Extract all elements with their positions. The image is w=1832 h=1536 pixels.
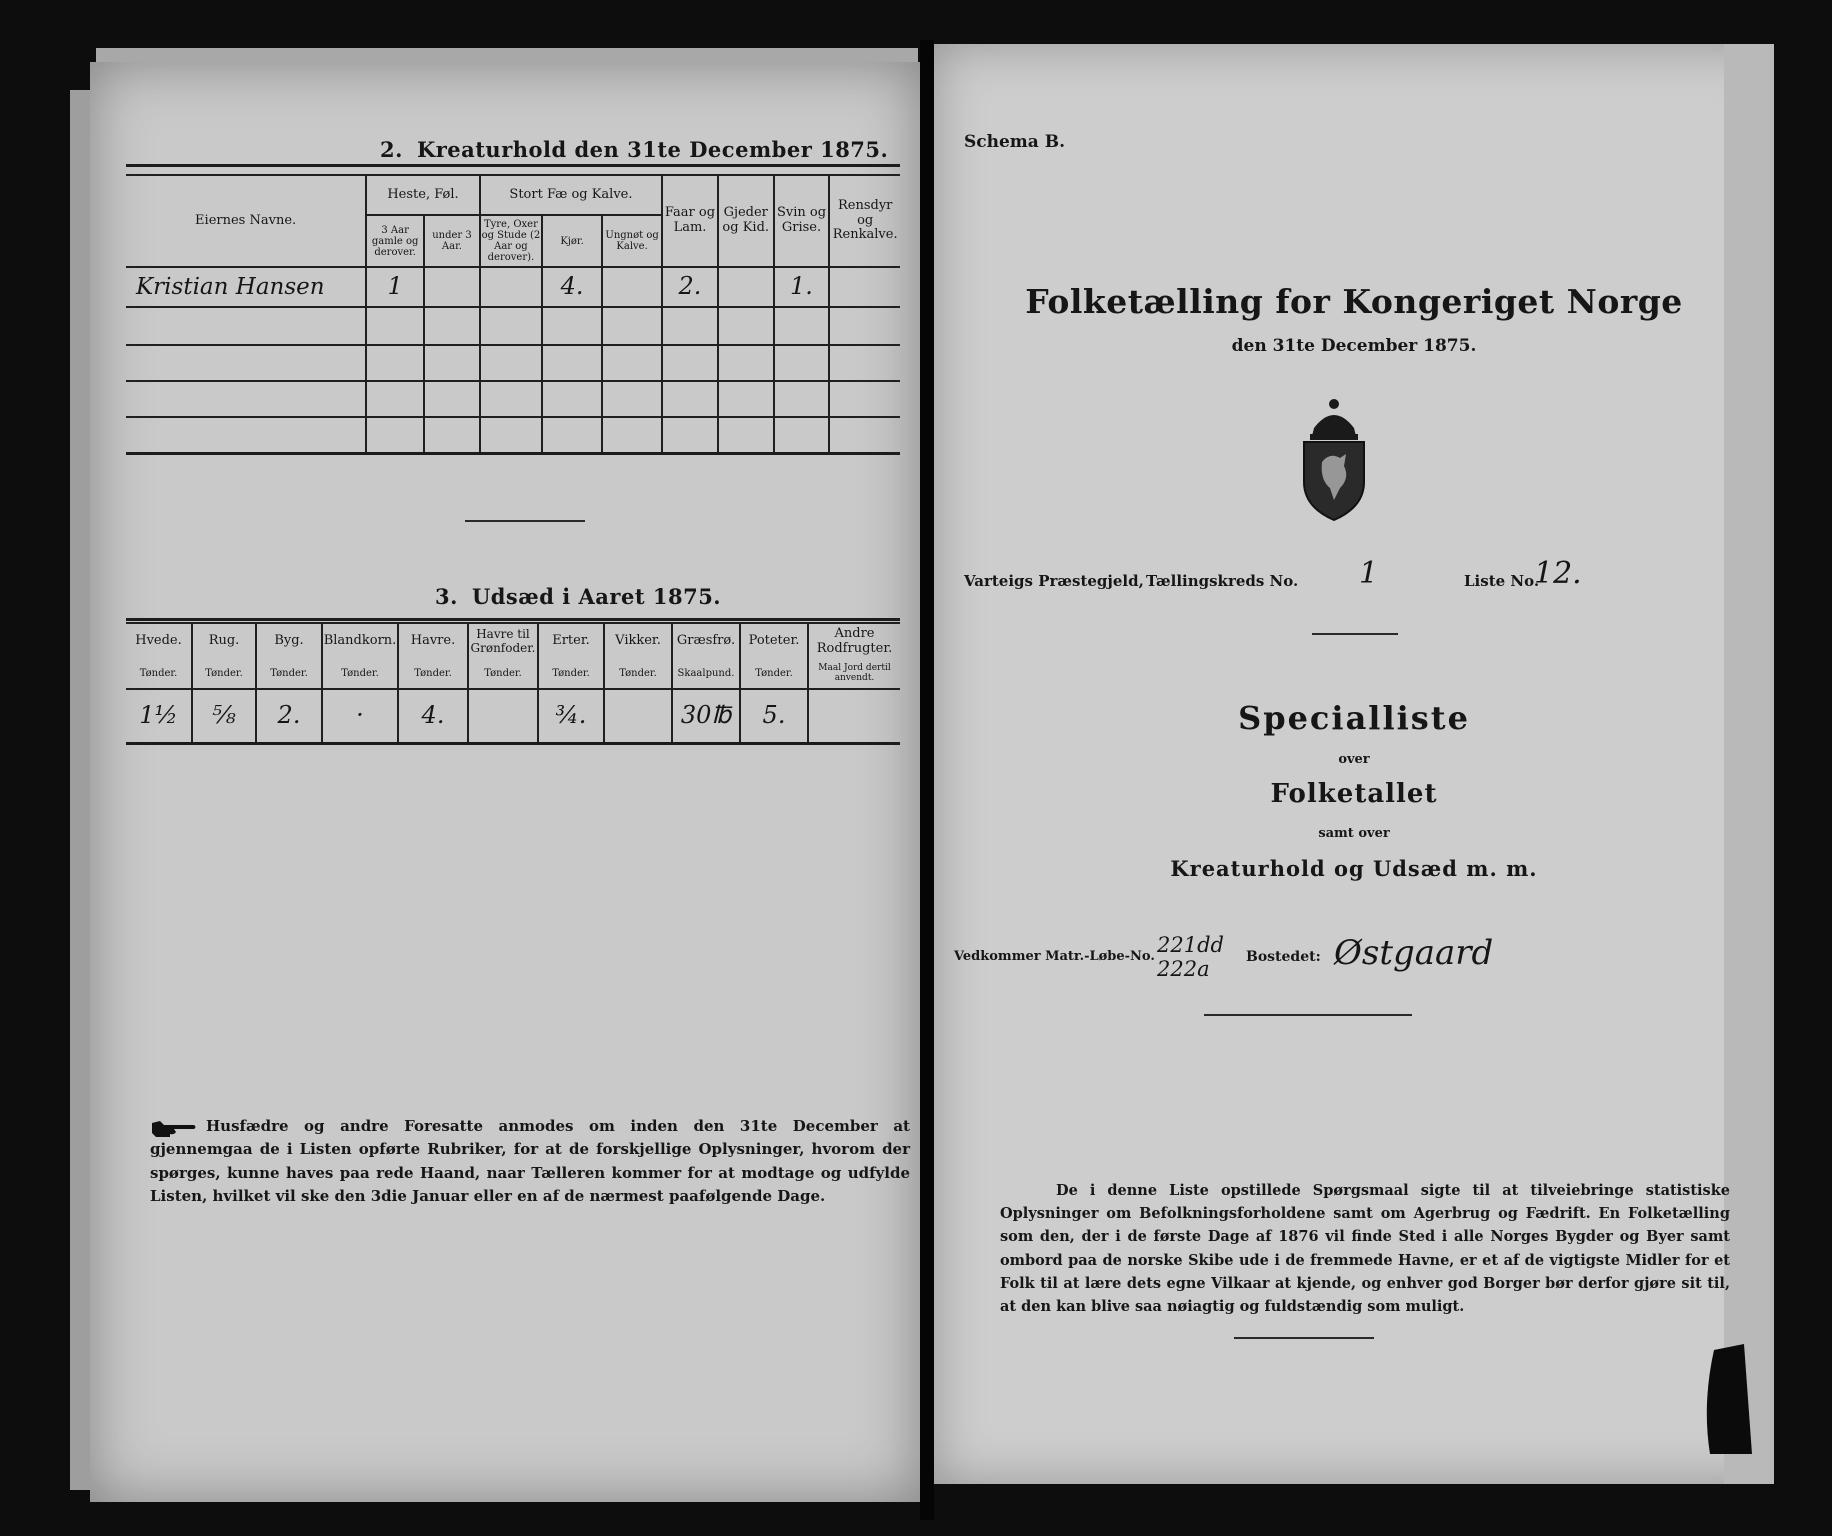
- faar-cell: [662, 381, 718, 417]
- ungnot-cell: [602, 381, 662, 417]
- signature-rule: [1204, 1014, 1412, 1016]
- svin-cell: [774, 381, 830, 417]
- graesfro-value: 30℔: [672, 689, 740, 743]
- heste-young-header: under 3 Aar.: [424, 215, 480, 267]
- section-3-number: 3.: [435, 584, 458, 609]
- heste-young-cell: [424, 381, 480, 417]
- owner-cell: [126, 381, 366, 417]
- gjeder-cell: [718, 307, 774, 345]
- tyre-cell: [480, 417, 542, 453]
- matr-label: Vedkommer Matr.-Løbe-No.: [954, 949, 1155, 964]
- faar-cell: [662, 345, 718, 381]
- heste-old-cell: [366, 307, 424, 345]
- svin-cell: [774, 307, 830, 345]
- table-row: [126, 345, 900, 381]
- andre-rodfrugter-header: Andre Rodfrugter.: [808, 623, 900, 659]
- gjeder-cell: [718, 345, 774, 381]
- liste-value: 12.: [1534, 556, 1582, 591]
- page-corner-tab: [1674, 1344, 1754, 1454]
- tellingskreds-value: 1: [1359, 556, 1379, 591]
- bostedet-label: Bostedet:: [1246, 949, 1321, 965]
- tyre-cell: [480, 381, 542, 417]
- heste-young-cell: [424, 267, 480, 307]
- kjor-cell: [542, 381, 602, 417]
- heste-old-cell: [366, 345, 424, 381]
- heste-group-header: Heste, Føl.: [366, 175, 480, 215]
- schema-label: Schema B.: [964, 132, 1066, 152]
- kreaturhold-heading: Kreaturhold og Udsæd m. m.: [1170, 856, 1538, 881]
- gjeder-cell: [718, 417, 774, 453]
- rensdyr-cell: [829, 267, 900, 307]
- blandkorn-unit: Tønder.: [322, 659, 398, 689]
- heste-young-cell: [424, 417, 480, 453]
- erter-value: ¾.: [538, 689, 604, 743]
- rensdyr-cell: [829, 417, 900, 453]
- heste-old-cell: [366, 381, 424, 417]
- ungnot-cell: [602, 307, 662, 345]
- havre-gronfoder-header: Havre til Grønfoder.: [468, 623, 538, 659]
- owner-cell: Kristian Hansen: [126, 267, 366, 307]
- liste-label: Liste No.: [1464, 572, 1540, 590]
- kjor-header: Kjør.: [542, 215, 602, 267]
- byg-unit: Tønder.: [256, 659, 322, 689]
- section-3-heading: Udsæd i Aaret 1875.: [471, 584, 722, 609]
- left-page: [90, 62, 920, 1502]
- kjor-cell: [542, 345, 602, 381]
- andre-rodfrugter-value: [808, 689, 900, 743]
- right-page: [934, 44, 1774, 1484]
- prestegjeld-label: Varteigs Præstegjeld,: [964, 572, 1144, 590]
- rug-unit: Tønder.: [192, 659, 256, 689]
- poteter-header: Poteter.: [740, 623, 808, 659]
- hvede-unit: Tønder.: [126, 659, 192, 689]
- havre-gronfoder-value: [468, 689, 538, 743]
- purpose-footnote: [1000, 1179, 1730, 1318]
- rensdyr-cell: [829, 345, 900, 381]
- heste-young-cell: [424, 307, 480, 345]
- matr-value-1: 221dd: [1157, 933, 1224, 957]
- bostedet-value: Østgaard: [1334, 933, 1494, 973]
- section-2-title: [380, 137, 888, 162]
- heste-old-header: 3 Aar gamle og derover.: [366, 215, 424, 267]
- tellingskreds-label: Tællingskreds No.: [1146, 572, 1299, 590]
- owner-cell: [126, 417, 366, 453]
- kjor-cell: [542, 417, 602, 453]
- samt-over-label: samt over: [1318, 826, 1390, 841]
- tyre-cell: [480, 267, 542, 307]
- svin-column-header: Svin og Grise.: [774, 175, 830, 267]
- havre-header: Havre.: [398, 623, 468, 659]
- havre-value: 4.: [398, 689, 468, 743]
- svin-cell: [774, 417, 830, 453]
- folketallet-heading: Folketallet: [1270, 779, 1438, 809]
- kjor-cell: [542, 307, 602, 345]
- table-row: [126, 267, 900, 307]
- blandkorn-header: Blandkorn.: [322, 623, 398, 659]
- faar-cell: 2.: [662, 267, 718, 307]
- gjeder-column-header: Gjeder og Kid.: [718, 175, 774, 267]
- svin-cell: 1.: [774, 267, 830, 307]
- census-date: den 31te December 1875.: [1231, 336, 1477, 356]
- blandkorn-value: ·: [322, 689, 398, 743]
- section-divider: [465, 520, 585, 522]
- specialliste-heading: Specialliste: [1238, 699, 1470, 737]
- heste-old-cell: [366, 417, 424, 453]
- owner-cell: [126, 345, 366, 381]
- erter-header: Erter.: [538, 623, 604, 659]
- table-row: [126, 307, 900, 345]
- ungnot-header: Ungnøt og Kalve.: [602, 215, 662, 267]
- vikker-unit: Tønder.: [604, 659, 672, 689]
- graesfro-header: Græsfrø.: [672, 623, 740, 659]
- heste-young-cell: [424, 345, 480, 381]
- rensdyr-column-header: Rensdyr og Renkalve.: [829, 175, 900, 267]
- poteter-value: 5.: [740, 689, 808, 743]
- census-title: Folketælling for Kongeriget Norge: [1025, 282, 1683, 321]
- heste-old-cell: 1: [366, 267, 424, 307]
- tyre-header: Tyre, Oxer og Stude (2 Aar og derover).: [480, 215, 542, 267]
- footnote-text: De i denne Liste opstillede Spørgsmaal sigte til at tilveiebringe statistiske Oplysninger om Befolkningsforholdene samt om Agerbrug og Fædrift. En Folketælling som den, der i de første Dage af 1876 vil finde Sted i alle Norges Bygder og Byer samt ombord paa de norske Skibe ude i de fremmede Havne, er et af de vigtigste Midler for et Folk til at lære dets egne Vilkaar at kjende, og enhver god Borger bør derfor gjøre sit til, at den kan blive saa nøiagtig og fuldstændig som muligt.: [1000, 1182, 1730, 1315]
- faar-cell: [662, 307, 718, 345]
- matr-value-2: 222a: [1157, 957, 1210, 981]
- erter-unit: Tønder.: [538, 659, 604, 689]
- faar-cell: [662, 417, 718, 453]
- section-2-number: 2.: [380, 137, 403, 162]
- ungnot-cell: [602, 267, 662, 307]
- book-spine: [920, 40, 934, 1520]
- over-label: over: [1338, 752, 1370, 767]
- havre-gronfoder-unit: Tønder.: [468, 659, 538, 689]
- stort-fae-group-header: Stort Fæ og Kalve.: [480, 175, 662, 215]
- norway-coat-of-arms-icon: [1274, 392, 1394, 522]
- graesfro-unit: Skaalpund.: [672, 659, 740, 689]
- instructions-notice: [150, 1115, 910, 1208]
- gjeder-cell: [718, 381, 774, 417]
- owner-cell: [126, 307, 366, 345]
- bottom-rule: [1234, 1337, 1374, 1339]
- vikker-header: Vikker.: [604, 623, 672, 659]
- notice-text: Husfædre og andre Foresatte anmodes om inden den 31te December at gjennemgaa de i Listen opførte Rubriker, for at de forskjellige Oplysninger, hvorom der spørges, kunne haves paa rede Haand, naar Tælleren kommer for at modtage og udfylde Listen, hvilket vil ske den 3die Januar eller en af de nærmest paafølgende Dage.: [150, 1117, 910, 1205]
- section-2-top-rule: [126, 164, 900, 167]
- tyre-cell: [480, 345, 542, 381]
- byg-header: Byg.: [256, 623, 322, 659]
- section-2-heading: Kreaturhold den 31te December 1875.: [416, 137, 889, 162]
- rug-value: ⅝: [192, 689, 256, 743]
- andre-rodfrugter-unit: Maal Jord dertil anvendt.: [808, 659, 900, 689]
- byg-value: 2.: [256, 689, 322, 743]
- rug-header: Rug.: [192, 623, 256, 659]
- faar-column-header: Faar og Lam.: [662, 175, 718, 267]
- seed-table: [126, 622, 900, 745]
- poteter-unit: Tønder.: [740, 659, 808, 689]
- owner-column-header: Eiernes Navne.: [126, 175, 366, 267]
- vikker-value: [604, 689, 672, 743]
- ungnot-cell: [602, 417, 662, 453]
- table-row: [126, 381, 900, 417]
- title-divider: [1312, 633, 1398, 635]
- table-row: [126, 689, 900, 743]
- hvede-value: 1½: [126, 689, 192, 743]
- havre-unit: Tønder.: [398, 659, 468, 689]
- hvede-header: Hvede.: [126, 623, 192, 659]
- gjeder-cell: [718, 267, 774, 307]
- rensdyr-cell: [829, 381, 900, 417]
- section-3-title: [435, 584, 721, 609]
- section-3-top-rule: [126, 618, 900, 621]
- rensdyr-cell: [829, 307, 900, 345]
- ungnot-cell: [602, 345, 662, 381]
- svin-cell: [774, 345, 830, 381]
- kjor-cell: 4.: [542, 267, 602, 307]
- table-row: [126, 417, 900, 453]
- livestock-table: [126, 174, 900, 455]
- tyre-cell: [480, 307, 542, 345]
